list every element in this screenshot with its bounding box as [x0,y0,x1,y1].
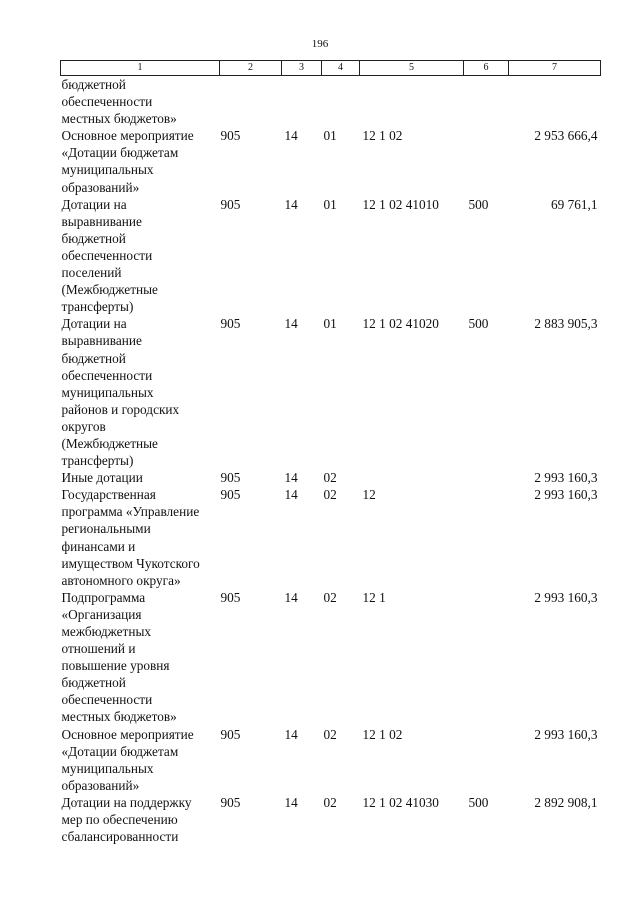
column-header-rz: 3 [282,61,322,76]
row-csr-cell: 12 1 02 41010 [362,196,439,212]
row-rz-cell: 14 [284,487,298,503]
row-name-cell: Государственная программа «Управление региональными финансами и имуществом Чукотского автономного округа» [61,487,200,588]
row-rz-cell: 14 [284,589,298,605]
row-rz-cell: 14 [284,794,298,810]
row-name-cell: Основное мероприятие «Дотации бюджетам муниципальных образований» [61,128,194,195]
table-header [61,61,601,76]
row-csr-cell: 12 1 02 [362,726,403,742]
table-row [61,486,601,589]
row-gr-cell: 905 [220,589,241,605]
row-csr-cell [360,76,464,128]
row-sum-cell: 2 993 160,3 [534,726,598,742]
row-sum-cell: 2 883 905,3 [534,316,598,332]
column-header-pr: 4 [322,61,360,76]
row-rz-cell: 14 [284,470,298,486]
column-header-vr: 6 [464,61,509,76]
row-rz-cell: 14 [284,726,298,742]
row-gr-cell: 905 [220,470,241,486]
row-name-cell: Дотации на поддержку мер по обеспечению сбалансированности [61,794,192,845]
row-sum-cell: 2 993 160,3 [534,589,598,605]
table-row [61,127,601,195]
row-vr-cell: 500 [468,316,489,332]
column-header-sum: 7 [509,61,601,76]
row-gr-cell: 905 [220,487,241,503]
row-rz-cell: 14 [284,128,298,144]
row-csr-cell: 12 1 02 41030 [362,794,439,810]
row-rz-cell: 14 [284,316,298,332]
row-vr-cell [464,589,509,726]
row-pr-cell: 02 [323,487,337,503]
table-row [61,469,601,486]
table-row [61,726,601,794]
row-gr-cell: 905 [220,726,241,742]
row-vr-cell [464,726,509,794]
table-row [61,315,601,469]
table-row [61,794,601,845]
table-row [61,589,601,726]
row-pr-cell [322,76,360,128]
row-name-cell: Дотации на выравнивание бюджетной обеспеченности поселений (Межбюджетные трансферты) [61,196,158,315]
row-csr-cell: 12 1 02 41020 [362,316,439,332]
row-sum-cell: 2 953 666,4 [534,128,598,144]
row-name-cell: Дотации на выравнивание бюджетной обеспеченности муниципальных районов и городских округов (Межбюджетные трансферты) [61,316,180,469]
row-pr-cell: 01 [323,128,337,144]
row-gr-cell: 905 [220,794,241,810]
row-pr-cell: 02 [323,726,337,742]
page-number: 196 [311,38,329,50]
row-pr-cell: 01 [323,196,337,212]
row-csr-cell: 12 1 [362,589,386,605]
column-header-name: 1 [61,61,220,76]
row-pr-cell: 02 [323,794,337,810]
row-vr-cell [464,486,509,589]
row-vr-cell: 500 [468,196,489,212]
row-sum-cell: 2 892 908,1 [534,794,598,810]
row-name-cell: Основное мероприятие «Дотации бюджетам муниципальных образований» [61,726,194,793]
row-sum-cell: 69 761,1 [550,196,598,212]
row-name-cell: бюджетной обеспеченности местных бюджетов» [61,77,177,127]
budget-table [60,60,601,845]
header-row [61,61,601,76]
row-gr-cell [220,76,282,128]
row-pr-cell: 02 [323,589,337,605]
row-csr-cell [360,469,464,486]
row-rz-cell: 14 [284,196,298,212]
row-gr-cell: 905 [220,196,241,212]
row-rz-cell [282,76,322,128]
row-gr-cell: 905 [220,316,241,332]
row-sum-cell [509,76,601,128]
table-body [61,76,601,846]
row-name-cell: Подпрограмма «Организация межбюджетных отношений и повышение уровня бюджетной обеспеченности местных бюджетов» [61,589,177,725]
row-vr-cell [464,76,509,128]
row-vr-cell [464,127,509,195]
row-vr-cell: 500 [468,794,489,810]
row-gr-cell: 905 [220,128,241,144]
row-name-cell: Иные дотации [61,470,143,486]
column-header-csr: 5 [360,61,464,76]
column-header-gr: 2 [220,61,282,76]
table-row [61,196,601,316]
row-sum-cell: 2 993 160,3 [534,470,598,486]
row-csr-cell: 12 1 02 [362,128,403,144]
row-pr-cell: 01 [323,316,337,332]
row-csr-cell: 12 [362,487,376,503]
table-row [61,76,601,128]
row-sum-cell: 2 993 160,3 [534,487,598,503]
row-pr-cell: 02 [323,470,337,486]
row-vr-cell [464,469,509,486]
